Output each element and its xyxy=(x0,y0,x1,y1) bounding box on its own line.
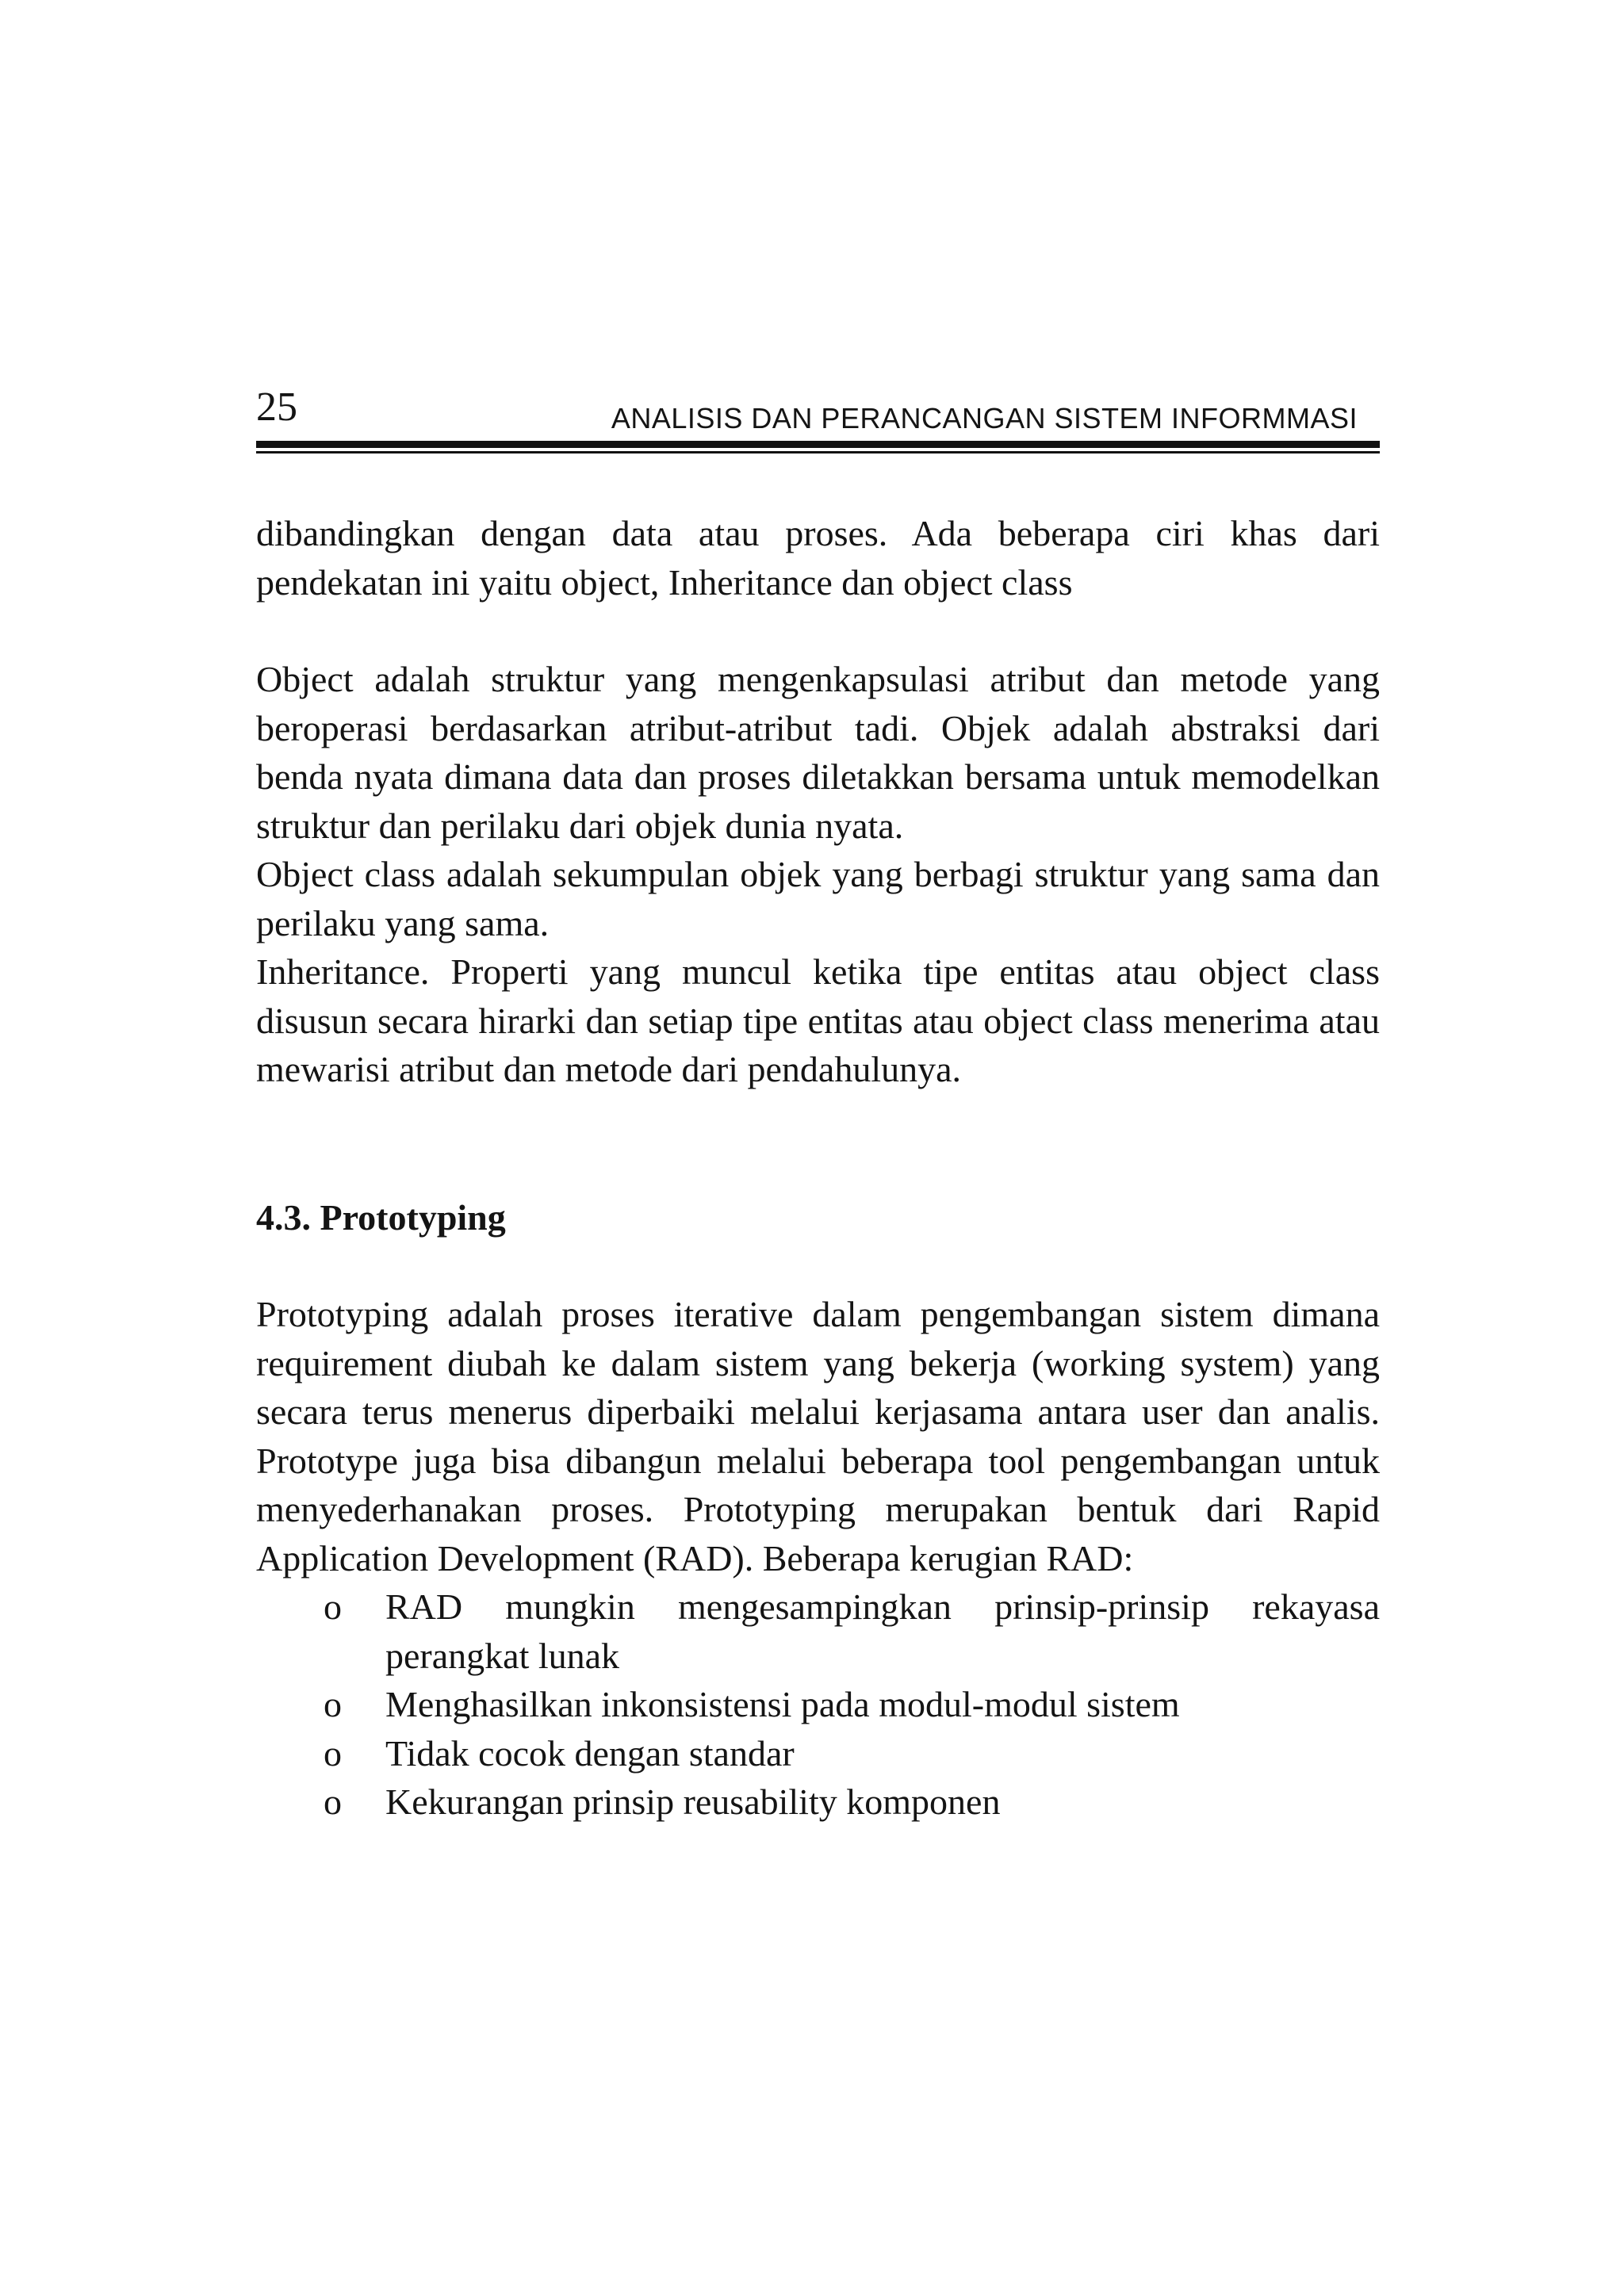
bullet-marker: o xyxy=(324,1684,342,1724)
bullet-list xyxy=(256,1582,1380,1827)
list-item-text: RAD mungkin mengesampingkan prinsip-prinsip rekayasa perangkat lunak xyxy=(385,1586,1380,1676)
list-item xyxy=(256,1777,1380,1827)
header-rule-thin xyxy=(256,451,1380,453)
list-item-text: Menghasilkan inkonsistensi pada modul-modul sistem xyxy=(385,1684,1180,1724)
header-rule-thick xyxy=(256,441,1380,448)
paragraph-intro: dibandingkan dengan data atau proses. Ada beberapa ciri khas dari pendekatan ini yaitu object, Inheritance dan object class xyxy=(256,513,1380,603)
bullet-marker: o xyxy=(324,1586,342,1627)
bullet-marker: o xyxy=(324,1781,342,1822)
page-body xyxy=(256,509,1380,1827)
page-header xyxy=(256,384,1380,455)
list-item-text: Tidak cocok dengan standar xyxy=(385,1732,795,1774)
page-number: 25 xyxy=(256,385,297,430)
paragraph-object-class: Object class adalah sekumpulan objek yang berbagi struktur yang sama dan perilaku yang sama. xyxy=(256,854,1380,943)
bullet-marker: o xyxy=(324,1732,342,1774)
list-item-text: Kekurangan prinsip reusability komponen xyxy=(385,1781,1001,1822)
list-item xyxy=(256,1582,1380,1680)
section-heading: 4.3. Prototyping xyxy=(256,1196,506,1238)
paragraph-inheritance: Inheritance. Properti yang muncul ketika tipe entitas atau object class disusun secara hirarki dan setiap tipe entitas atau object class menerima atau mewarisi atribut dan metode dari pendahulunya. xyxy=(256,951,1380,1089)
paragraph-object: Object adalah struktur yang mengenkapsulasi atribut dan metode yang beroperasi berdasarkan atribut-atribut tadi. Objek adalah abstraksi dari benda nyata dimana data dan proses diletakkan bersama untuk memodelkan struktur dan perilaku dari objek dunia nyata. xyxy=(256,659,1380,846)
list-item xyxy=(256,1729,1380,1778)
paragraph-prototyping: Prototyping adalah proses iterative dalam pengembangan sistem dimana requirement diubah ke dalam sistem yang bekerja (working system) yang secara terus menerus diperbaiki melalui kerjasama antara user dan analis. Prototype juga bisa dibangun melalui beberapa tool pengembangan untuk menyederhanakan proses. Prototyping merupakan bentuk dari Rapid Application Development (RAD). Beberapa kerugian RAD: xyxy=(256,1294,1380,1578)
running-title: ANALISIS DAN PERANCANGAN SISTEM INFORMMASI xyxy=(611,402,1358,434)
list-item xyxy=(256,1680,1380,1729)
